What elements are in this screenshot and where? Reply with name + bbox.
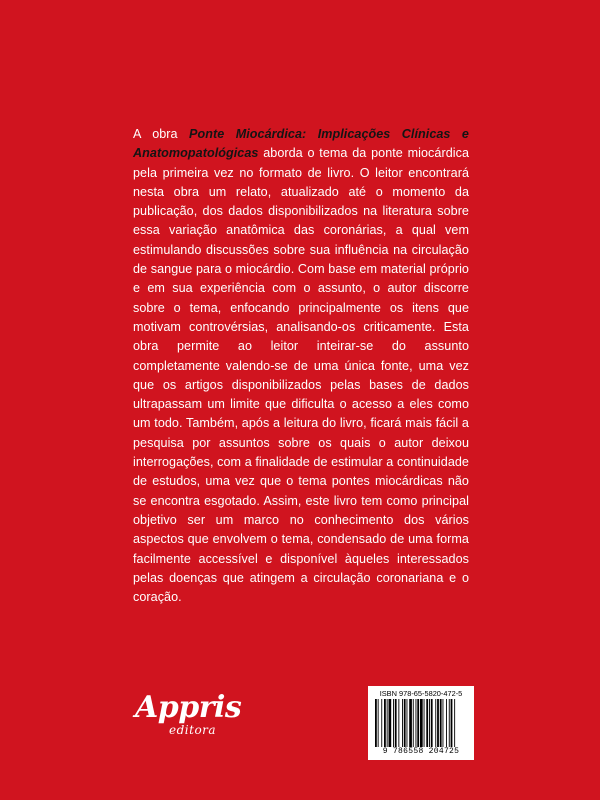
isbn-label: ISBN 978-65-5820-472-5	[379, 689, 463, 698]
barcode-bar	[451, 699, 453, 747]
barcode-bar	[440, 699, 442, 747]
barcode-bar	[429, 699, 430, 747]
barcode-bar	[378, 699, 379, 747]
blurb-intro: A obra	[133, 127, 190, 141]
barcode-bar	[437, 699, 439, 747]
barcode-bar	[435, 699, 436, 747]
blurb-body: aborda o tema da ponte miocárdica pela primeira vez no formato de livro. O leitor encontrará nesta obra um relato, atualizado até o momento da publicação, dos dados disponibilizados na literatura sobre essa variação anatômica das coronárias, a qual vem estimulando discussões sobre sua influência na circulação de sangue para o miocárdio. Com base em material próprio e em sua experiência com o assunto, o autor discorre sobre o tema, enfocando principalmente os itens que motivam controvérsias, analisando-os criticamente. Esta obra permite ao leitor inteirar-se do assunto completamente valendo-se de uma única fonte, uma vez que os artigos disponibilizados pelas bases de dados ultrapassam um limite que dificulta o acesso a eles como um todo. Também, após a leitura do livro, ficará mais fácil a pesquisa por assuntos sobre os quais o autor deixou interrogações, com a finalidade de estimular a continuidade de estudos, uma vez que o tema pontes miocárdicas não se encontra esgotado. Assim, este livro tem como principal objetivo ser um marco no conhecimento dos vários aspectos que envolvem o tema, condensado de uma forma facilmente accessível e disponível àqueles interessados pelas doenças que atingem a circulação coronariana e o coração.	[133, 146, 469, 605]
barcode-bar	[389, 699, 392, 747]
barcode-bar	[407, 699, 408, 747]
barcode-bar	[416, 699, 417, 747]
barcode-box	[368, 686, 474, 760]
barcode-bar	[446, 699, 447, 747]
barcode-bar	[424, 699, 425, 747]
barcode-bars	[374, 699, 468, 747]
barcode-digits: 9 786558 204725	[382, 747, 460, 756]
book-title: Ponte Miocárdica: Implicações Clínicas e Anatomopatológicas	[133, 127, 469, 161]
publisher-logo	[135, 690, 245, 750]
barcode-bar	[420, 699, 423, 747]
barcode-bar	[443, 699, 444, 747]
barcode-bar	[413, 699, 414, 747]
barcode-bar	[395, 699, 397, 747]
barcode-bar	[381, 699, 382, 747]
barcode-bar	[454, 699, 455, 747]
barcode-bar	[387, 699, 388, 747]
barcode-bar	[402, 699, 403, 747]
barcode-bar	[409, 699, 412, 747]
barcode-bar	[398, 699, 399, 747]
barcode-bar	[426, 699, 428, 747]
publisher-sub: editora	[169, 723, 217, 737]
barcode-bar	[384, 699, 386, 747]
barcode-bar	[375, 699, 377, 747]
publisher-name: Appris	[135, 690, 242, 725]
barcode-bar	[404, 699, 406, 747]
barcode-bar	[417, 699, 419, 747]
blurb-text	[133, 125, 469, 607]
barcode-bar	[393, 699, 394, 747]
barcode-bar	[431, 699, 433, 747]
barcode-bar	[449, 699, 450, 747]
